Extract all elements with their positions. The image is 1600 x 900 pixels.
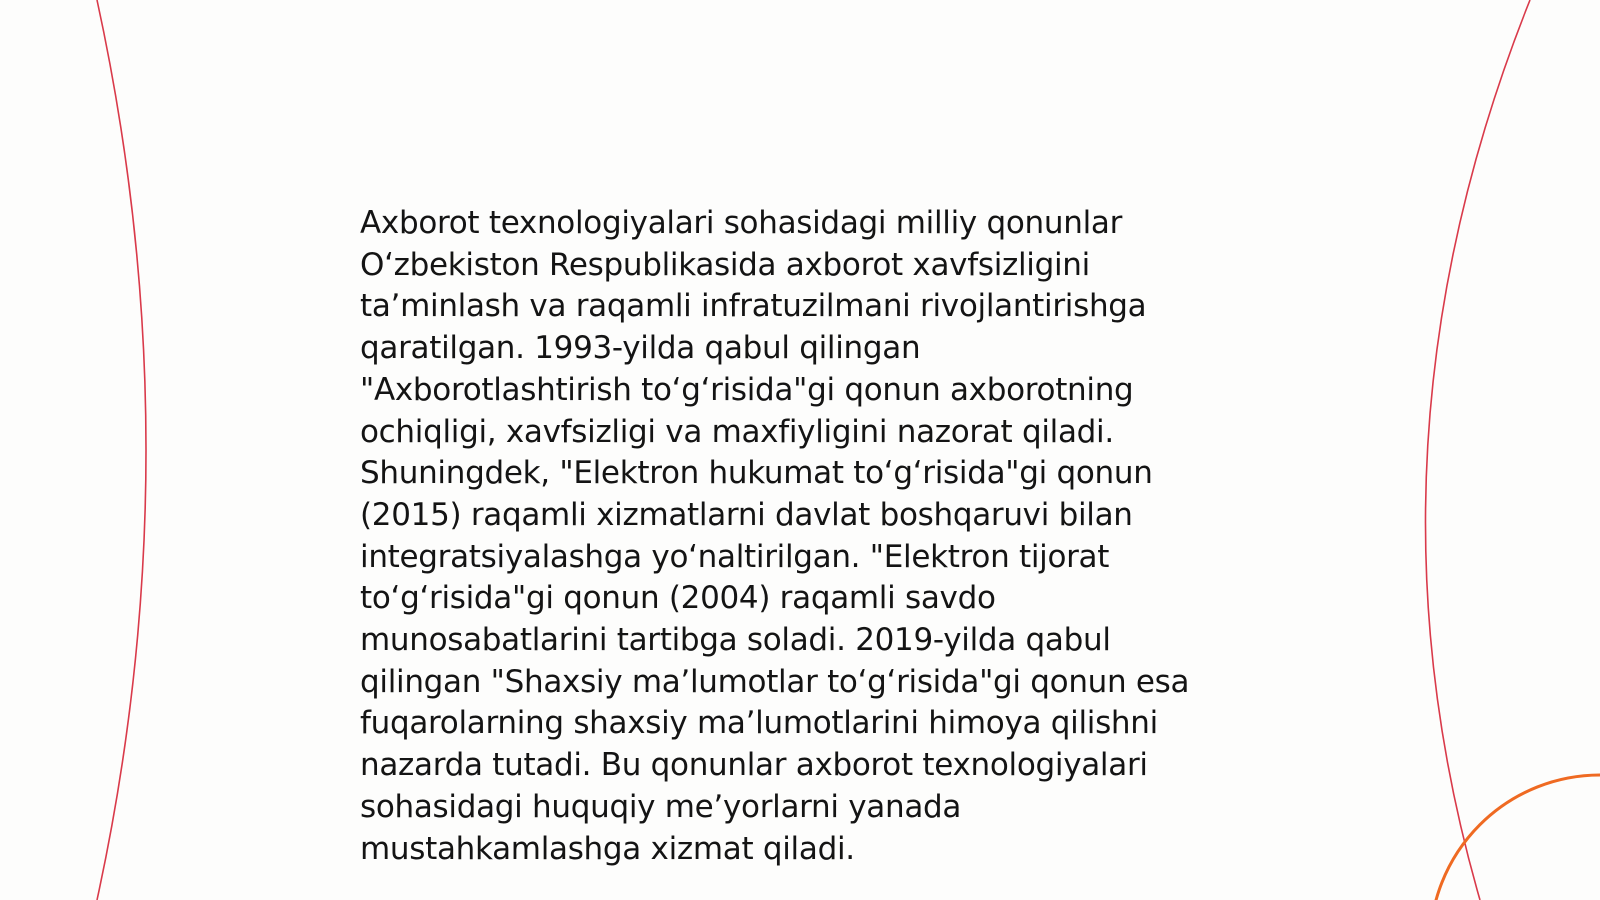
paragraph-line: munosabatlarini tartibga soladi. 2019-yilda qabul (360, 622, 1111, 659)
right-curve-line (1425, 0, 1530, 900)
paragraph-line: Shuningdek, "Elektron hukumat to‘g‘risida"gi qonun (360, 455, 1153, 492)
paragraph-line: (2015) raqamli xizmatlarni davlat boshqaruvi bilan (360, 496, 1133, 533)
paragraph-line: mustahkamlashga xizmat qiladi. (360, 830, 855, 867)
paragraph-line: qilingan "Shaxsiy ma’lumotlar to‘g‘risida"gi qonun esa (360, 663, 1190, 700)
paragraph-line: qaratilgan. 1993-yilda qabul qilingan (360, 330, 921, 367)
paragraph-line: Axborot texnologiyalari sohasidagi milliy qonunlar (360, 205, 1123, 241)
left-curve-line (97, 0, 146, 900)
paragraph-line: O‘zbekiston Respublikasida axborot xavfsizligini (360, 246, 1090, 283)
orange-arc (1430, 775, 1600, 900)
paragraph-line: fuqarolarning shaxsiy ma’lumotlarini himoya qilishni (360, 705, 1158, 742)
paragraph-line: nazarda tutadi. Bu qonunlar axborot texnologiyalari (360, 747, 1148, 784)
paragraph-line: "Axborotlashtirish to‘g‘risida"gi qonun axborotning (360, 371, 1134, 408)
paragraph-line: to‘g‘risida"gi qonun (2004) raqamli savdo (360, 580, 996, 617)
paragraph-line: ochiqligi, xavfsizligi va maxfiyligini nazorat qiladi. (360, 413, 1114, 450)
paragraph-line: ta’minlash va raqamli infratuzilmani rivojlantirishga (360, 288, 1147, 325)
paragraph-line: integratsiyalashga yo‘naltirilgan. "Elektron tijorat (360, 538, 1110, 575)
paragraph-line: sohasidagi huquqiy me’yorlarni yanada (360, 788, 962, 825)
body-paragraph (360, 203, 1260, 870)
